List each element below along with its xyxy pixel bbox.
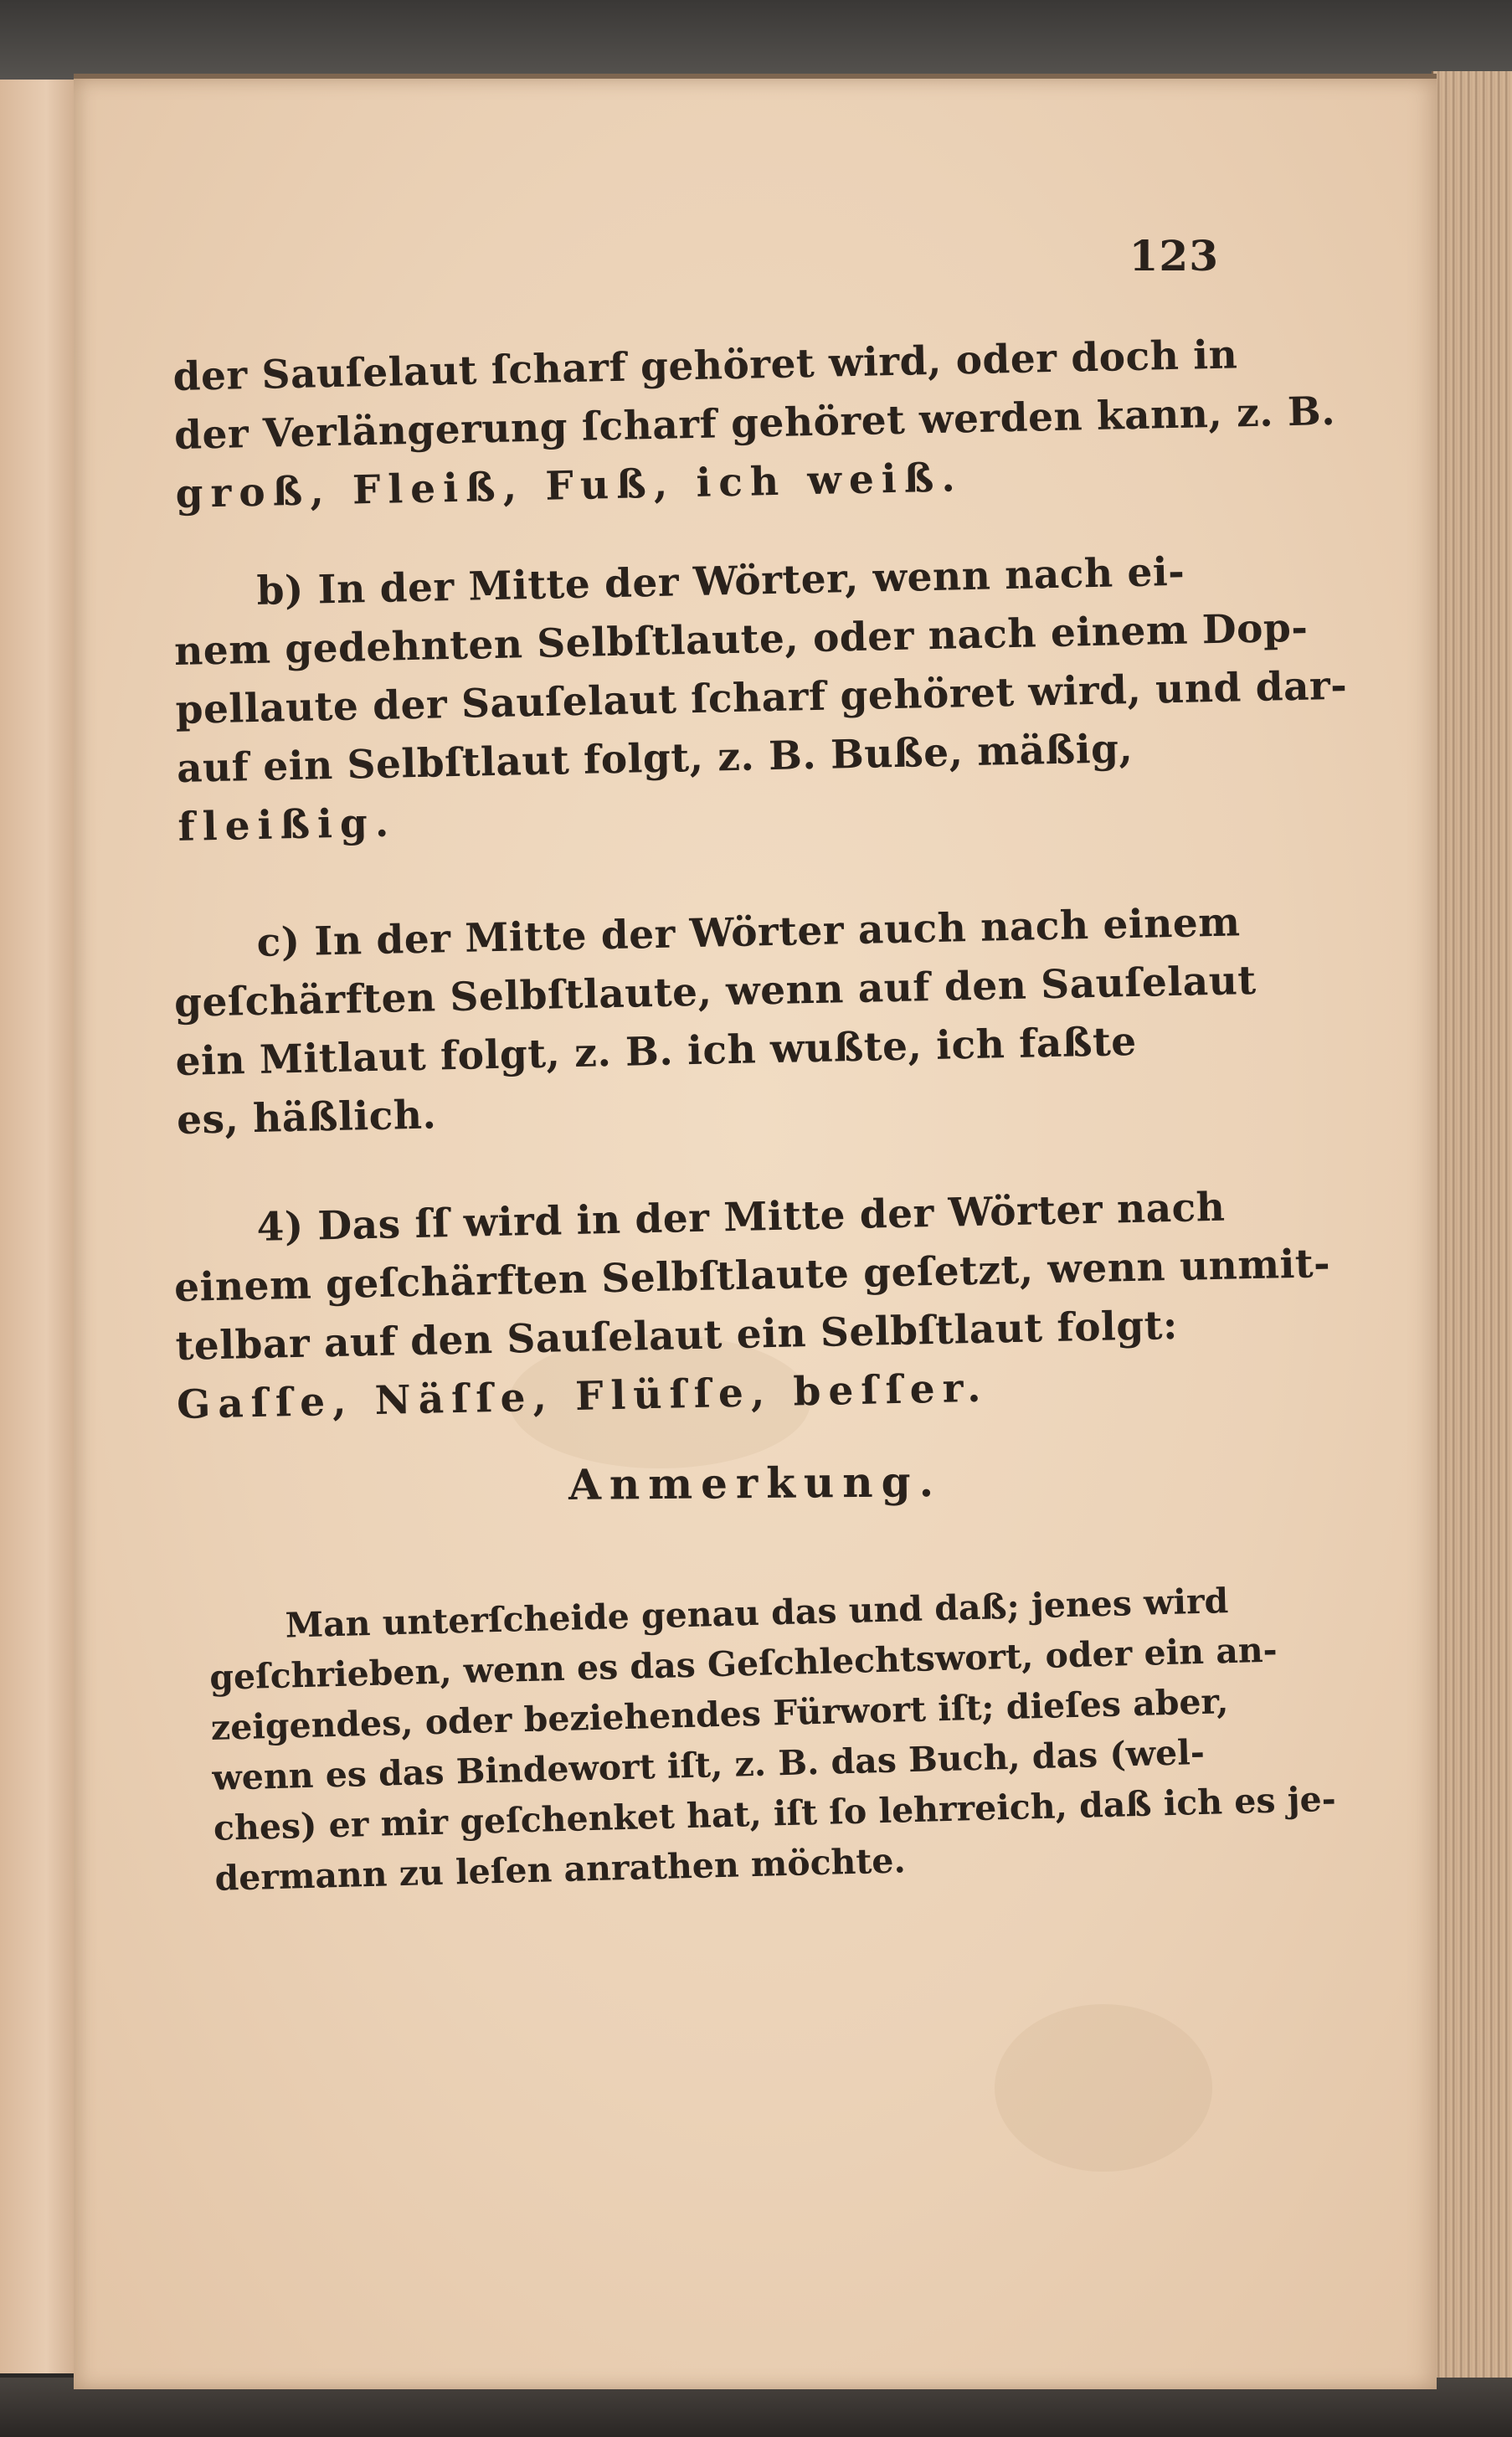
text-line: Man unterſcheide genau das und daß; jenes wird — [285, 1581, 1229, 1646]
text-line: der Sauſelaut ſcharf gehöret wird, oder doch in — [172, 332, 1238, 400]
text-line: groß, Fleiß, Fuß, ich weiß. — [175, 455, 964, 517]
text-line: auf ein Selbſtlaut folgt, z. B. Buße, mäßig, — [176, 726, 1134, 792]
text-line: es, häßlich. — [176, 1092, 437, 1144]
paragraph-c — [172, 892, 1318, 1149]
text-line: c) In der Mitte der Wörter auch nach einem — [256, 899, 1242, 966]
text-line: dermann zu leſen anrathen möchte. — [214, 1840, 907, 1899]
text-line: Gaſſe, Näſſe, Flüſſe, beſſer. — [176, 1365, 989, 1428]
book-page-stack — [1432, 71, 1512, 2407]
text-line: pellaute der Sauſelaut ſcharf gehöret wird, und dar- — [175, 662, 1348, 733]
section-heading: Anmerkung. — [568, 1457, 943, 1509]
paragraph-b — [172, 540, 1348, 856]
note-paragraph — [208, 1574, 1337, 1904]
text-line: nem gedehnten Selbſtlaute, oder nach einem Dop- — [173, 604, 1309, 675]
facing-page-edge — [0, 80, 80, 2373]
paragraph-4 — [172, 1176, 1331, 1434]
paragraph-1 — [172, 324, 1336, 523]
text-line: ein Mitlaut folgt, z. B. ich wußte, ich faßte — [175, 1018, 1138, 1085]
text-line: wenn es das Bindewort iſt, z. B. das Buch, das (wel- — [211, 1731, 1206, 1798]
text-line: einem geſchärften Selbſtlaute geſetzt, wenn unmit- — [173, 1241, 1331, 1311]
text-line: fleißig. — [177, 799, 397, 851]
text-line: geſchrieben, wenn es das Geſchlechtswort, oder ein an- — [208, 1629, 1278, 1698]
text-line: b) In der Mitte der Wörter, wenn nach ei- — [256, 548, 1185, 614]
text-line: ches) er mir geſchenket hat, iſt ſo lehrreich, daß ich es je- — [213, 1778, 1337, 1848]
text-line: 4) Das ſſ wird in der Mitte der Wörter nach — [256, 1184, 1226, 1251]
text-line: der Verlängerung ſcharf gehöret werden kann, z. B. — [173, 388, 1336, 459]
text-line: telbar auf den Sauſelaut ein Selbſtlaut folgt: — [175, 1302, 1179, 1370]
text-line: zeigendes, oder beziehendes Fürwort iſt; dieſes aber, — [210, 1681, 1229, 1748]
paper-stain — [995, 2004, 1212, 2172]
book-page — [74, 74, 1437, 2389]
page-number: 123 — [1129, 231, 1219, 280]
text-line: geſchärften Selbſtlaute, wenn auf den Sauſelaut — [173, 957, 1257, 1026]
